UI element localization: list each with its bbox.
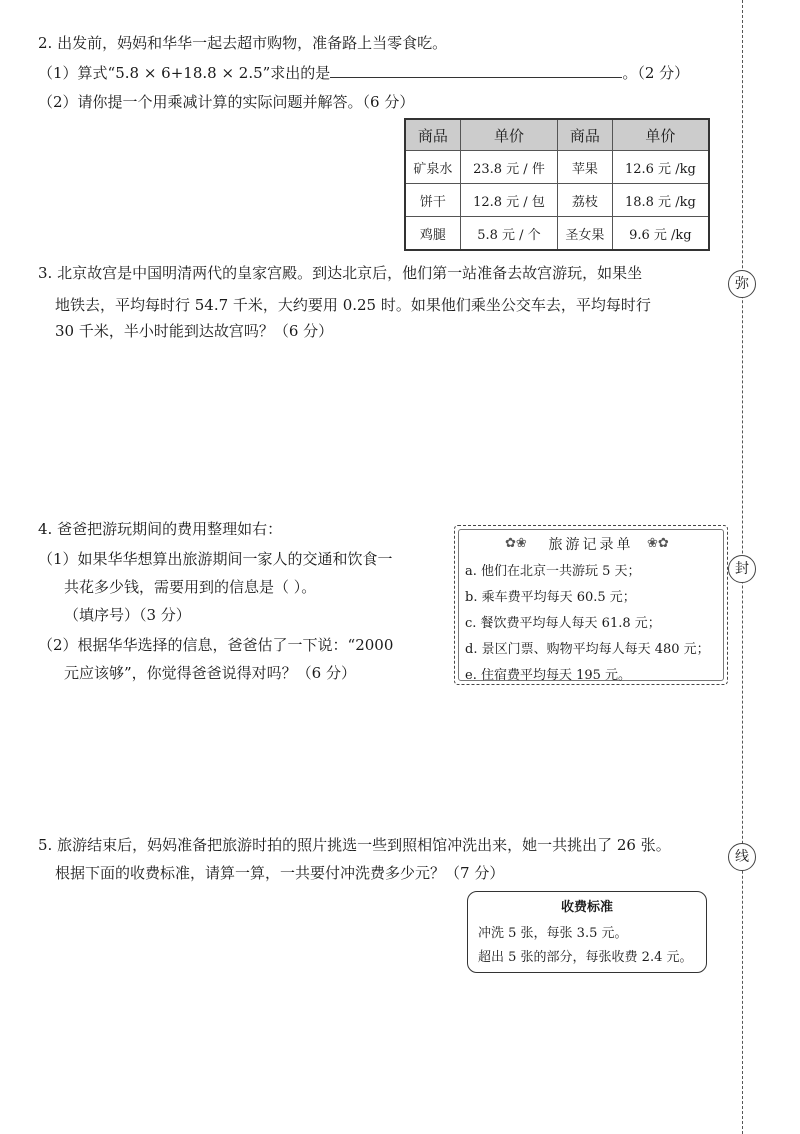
table-cell: 圣女果	[558, 217, 613, 251]
q2-part1	[38, 62, 689, 84]
table-cell: 矿泉水	[405, 151, 460, 184]
price-table	[404, 118, 710, 251]
table-row	[405, 184, 709, 217]
table-cell: 12.8 元 / 包	[460, 184, 557, 217]
record-item: e. 住宿费平均每天 195 元。	[465, 668, 632, 683]
table-cell: 鸡腿	[405, 217, 460, 251]
table-cell: 饼干	[405, 184, 460, 217]
q2-title: 2. 出发前，妈妈和华华一起去超市购物，准备路上当零食吃。	[38, 34, 448, 52]
price-table-header: 单价	[460, 119, 557, 151]
table-cell: 5.8 元 / 个	[460, 217, 557, 251]
price-table-header-row	[405, 119, 709, 151]
table-row	[405, 217, 709, 251]
fee-standard-box	[467, 891, 707, 973]
flower-icon: ✿❀	[505, 536, 527, 551]
q3-line3: 30 千米，半小时能到达故宫吗？（6 分）	[55, 322, 334, 340]
q4-part1-line2: 共花多少钱，需要用到的信息是（ ）。	[64, 578, 317, 596]
q4-title: 4. 爸爸把游玩期间的费用整理如右：	[38, 520, 283, 538]
fee-line: 超出 5 张的部分，每张收费 2.4 元。	[478, 950, 693, 965]
q2-part1-prefix: （1）算式“5.8 × 6+18.8 × 2.5”求出的是	[38, 64, 331, 82]
fee-line: 冲洗 5 张，每张 3.5 元。	[478, 926, 628, 941]
seal-mark: 弥	[728, 270, 756, 298]
travel-record-inner	[458, 529, 724, 681]
table-cell: 12.6 元 /kg	[612, 151, 709, 184]
price-table-header: 商品	[405, 119, 460, 151]
q2-part2: （2）请你提一个用乘减计算的实际问题并解答。（6 分）	[38, 93, 415, 111]
q3-line2: 地铁去，平均每时行 54.7 千米，大约要用 0.25 时。如果他们乘坐公交车去，平均每时行	[55, 296, 651, 314]
travel-record-box	[454, 525, 728, 685]
table-cell: 23.8 元 / 件	[460, 151, 557, 184]
q5-line2: 根据下面的收费标准，请算一算，一共要付冲洗费多少元？（7 分）	[55, 864, 505, 882]
table-row	[405, 151, 709, 184]
q2-answer-blank[interactable]	[330, 63, 622, 78]
flower-icon: ❀✿	[647, 536, 669, 551]
q4-part2-line2: 元应该够”，你觉得爸爸说得对吗？（6 分）	[64, 664, 356, 682]
q4-part1-line3: （填序号）（3 分）	[64, 606, 191, 624]
record-item: b. 乘车费平均每天 60.5 元；	[465, 590, 636, 605]
travel-record-title: 旅游记录单	[548, 537, 634, 553]
table-cell: 9.6 元 /kg	[612, 217, 709, 251]
q3-line1: 3. 北京故宫是中国明清两代的皇家宫殿。到达北京后，他们第一站准备去故宫游玩，如果坐	[38, 264, 643, 282]
q2-part1-suffix: 。（2 分）	[622, 64, 690, 82]
seal-mark: 线	[728, 843, 756, 871]
price-table-header: 单价	[612, 119, 709, 151]
record-item: c. 餐饮费平均每人每天 61.8 元；	[465, 616, 661, 631]
table-cell: 18.8 元 /kg	[612, 184, 709, 217]
q4-part1-line1: （1）如果华华想算出旅游期间一家人的交通和饮食一	[38, 550, 393, 568]
fee-standard-title: 收费标准	[560, 900, 613, 915]
q4-part2-line1: （2）根据华华选择的信息，爸爸估了一下说：“2000	[38, 636, 394, 654]
seal-mark: 封	[728, 555, 756, 583]
price-table-header: 商品	[558, 119, 613, 151]
table-cell: 荔枝	[558, 184, 613, 217]
record-item: a. 他们在北京一共游玩 5 天；	[465, 564, 641, 579]
record-item: d. 景区门票、购物平均每人每天 480 元；	[465, 642, 710, 657]
table-cell: 苹果	[558, 151, 613, 184]
q5-line1: 5. 旅游结束后，妈妈准备把旅游时拍的照片挑选一些到照相馆冲洗出来，她一共挑出了 26 张。	[38, 836, 671, 854]
